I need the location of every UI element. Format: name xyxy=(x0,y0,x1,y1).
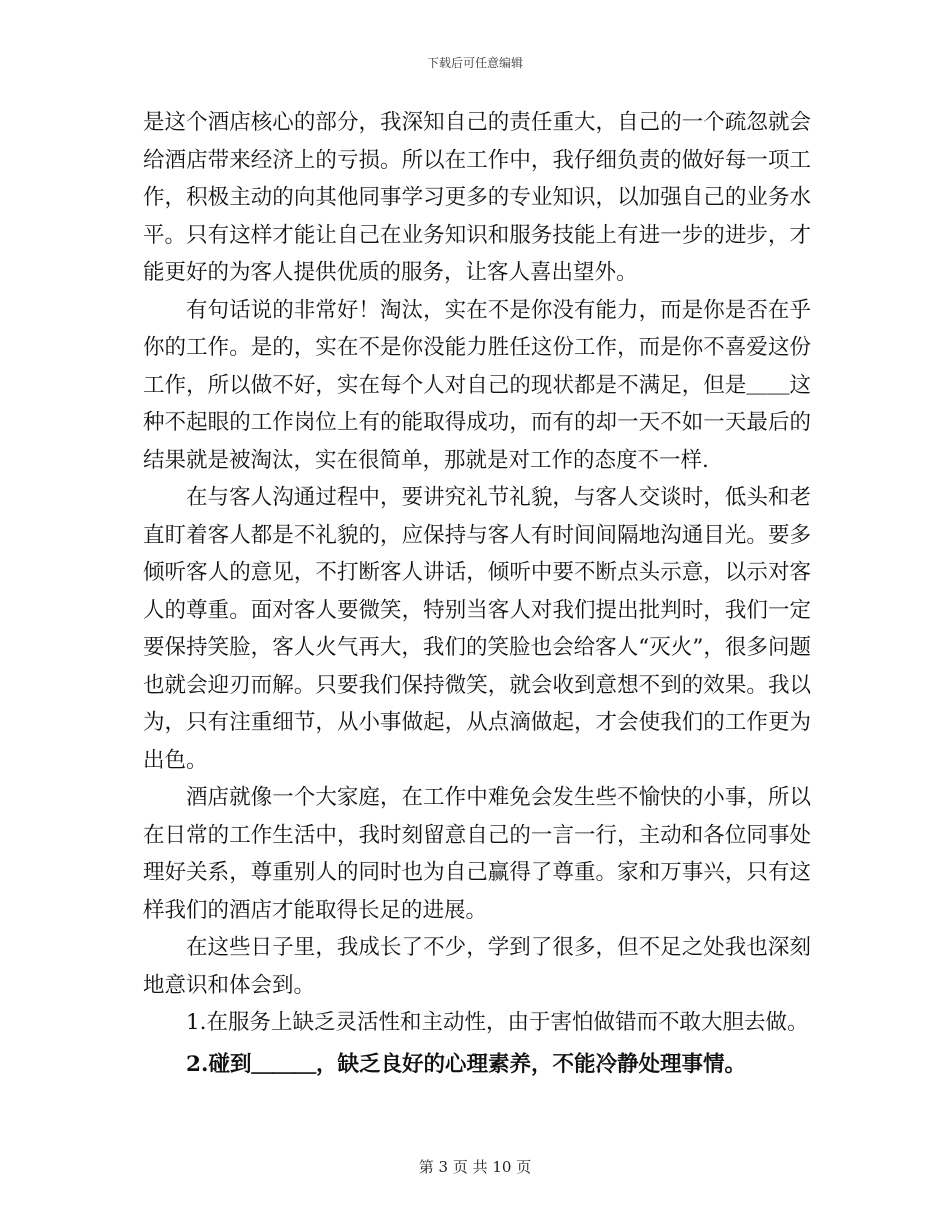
list-item-2: 2.碰到＿＿＿，缺乏良好的心理素养，不能冷静处理事情。 xyxy=(186,1051,746,1077)
list-item-1: 1.在服务上缺乏灵活性和主动性，由于害怕做错而不敢大胆去做。 xyxy=(186,1010,809,1035)
paragraph-4: 酒店就像一个大家庭，在工作中难免会发生些不愉快的小事，所以在日常的工作生活中，我时刻留意自己的一言一行，主动和各位同事处理好关系，尊重别人的同时也为自己赢得了尊重。家和万事兴，只有这样我们的酒店才能取得长足的进展。 xyxy=(143,785,811,923)
document-body xyxy=(143,104,811,1083)
paragraph-5: 在这些日子里，我成长了不少，学到了很多，但不足之处我也深刻地意识和体会到。 xyxy=(143,935,811,998)
page-number: 第 3 页 共 10 页 xyxy=(418,1158,532,1176)
paragraph-2: 有句话说的非常好！淘汰，实在不是你没有能力，而是你是否在乎你的工作。是的，实在不是你没能力胜任这份工作，而是你不喜爱这份工作，所以做不好，实在每个人对自己的现状都是不满足，但是＿＿这种不起眼的工作岗位上有的能取得成功，而有的却一天不如一天最后的结果就是被淘汰，实在很简单，那就是对工作的态度不一样. xyxy=(143,297,811,473)
paragraph-1: 是这个酒店核心的部分，我深知自己的责任重大，自己的一个疏忽就会给酒店带来经济上的亏损。所以在工作中，我仔细负责的做好每一项工作，积极主动的向其他同事学习更多的专业知识，以加强自己的业务水平。只有这样才能让自己在业务知识和服务技能上有进一步的进步，才能更好的为客人提供优质的服务，让客人喜出望外。 xyxy=(143,110,811,285)
header-note: 下载后可任意编辑 xyxy=(426,56,523,70)
paragraph-3: 在与客人沟通过程中，要讲究礼节礼貌，与客人交谈时，低头和老直盯着客人都是不礼貌的，应保持与客人有时间间隔地沟通目光。要多倾听客人的意见，不打断客人讲话，倾听中要不断点头示意，以示对客人的尊重。面对客人要微笑，特别当客人对我们提出批判时，我们一定要保持笑脸，客人火气再大，我们的笑脸也会给客人“灭火”，很多问题也就会迎刃而解。只要我们保持微笑，就会收到意想不到的效果。我以为，只有注重细节，从小事做起，从点滴做起，才会使我们的工作更为出色。 xyxy=(143,485,811,773)
